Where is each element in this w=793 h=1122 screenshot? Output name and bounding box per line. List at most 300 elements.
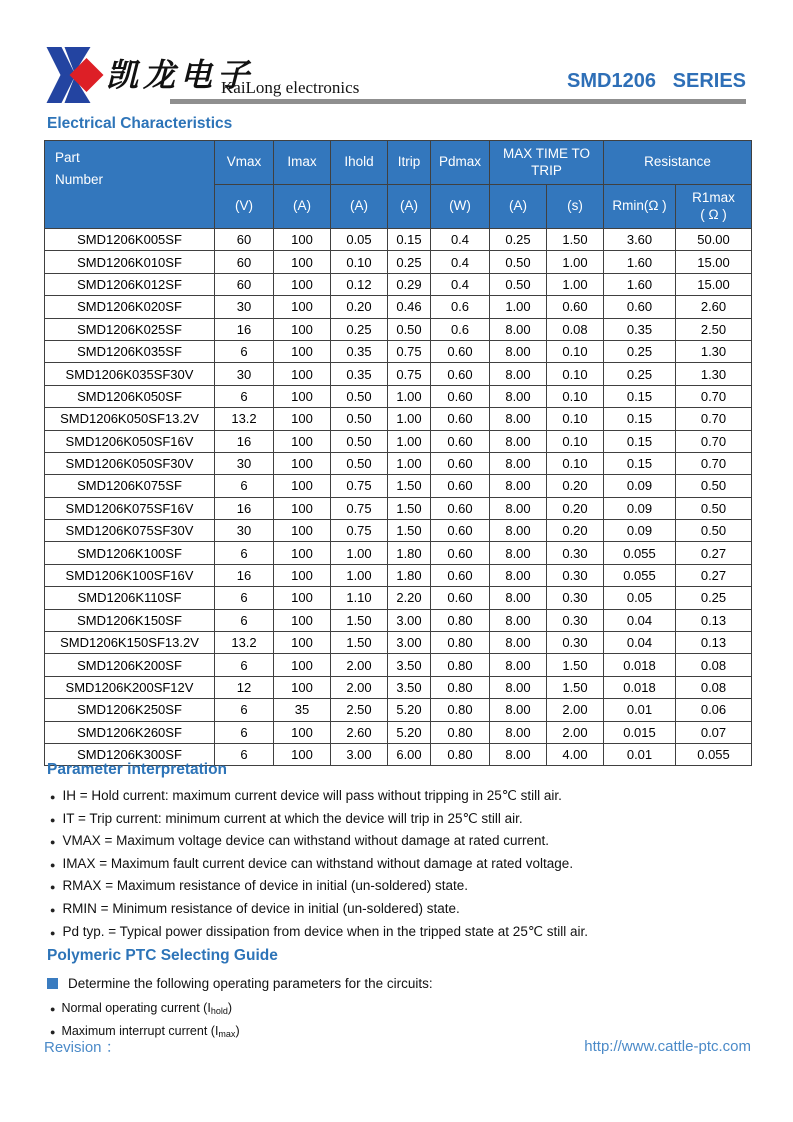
value-cell: 0.60 — [431, 452, 490, 474]
value-cell: 0.09 — [604, 497, 676, 519]
value-cell: 15.00 — [676, 251, 752, 273]
col-header-vmax: Vmax — [215, 141, 274, 185]
bullet-dot-icon: ● — [50, 882, 56, 893]
table-row — [45, 340, 752, 362]
value-cell: 100 — [274, 318, 331, 340]
value-cell: 0.25 — [604, 340, 676, 362]
value-cell: 0.50 — [490, 251, 547, 273]
max-time-line1: MAX TIME TO — [502, 145, 591, 161]
unit-trip-current: (A) — [490, 185, 547, 229]
value-cell: 0.10 — [547, 408, 604, 430]
value-cell: 2.60 — [331, 721, 388, 743]
value-cell: 1.50 — [331, 609, 388, 631]
value-cell: 0.15 — [604, 430, 676, 452]
value-cell: 100 — [274, 564, 331, 586]
part-number-cell: SMD1206K050SF — [45, 385, 215, 407]
value-cell: 0.30 — [547, 609, 604, 631]
bullet-dot-icon: ● — [50, 792, 56, 802]
value-cell: 8.00 — [490, 497, 547, 519]
value-cell: 0.15 — [388, 229, 431, 251]
table-row — [45, 452, 752, 474]
value-cell: 6 — [215, 340, 274, 362]
value-cell: 0.6 — [431, 318, 490, 340]
value-cell: 100 — [274, 475, 331, 497]
table-row — [45, 676, 752, 698]
value-cell: 0.15 — [604, 385, 676, 407]
unit-itrip: (A) — [388, 185, 431, 229]
value-cell: 0.25 — [388, 251, 431, 273]
parameter-bullet-text: Pd typ. = Typical power dissipation from device when in the tripped state at 25℃ still air. — [62, 923, 588, 939]
value-cell: 0.60 — [431, 542, 490, 564]
unit-imax: (A) — [274, 185, 331, 229]
determine-text: Determine the following operating parameters for the circuits: — [68, 976, 433, 991]
value-cell: 1.50 — [547, 229, 604, 251]
value-cell: 1.00 — [547, 251, 604, 273]
value-cell: 0.60 — [431, 497, 490, 519]
col-header-resistance: Resistance — [604, 141, 752, 185]
guide-bullet — [44, 1001, 754, 1024]
value-cell: 0.50 — [331, 430, 388, 452]
value-cell: 3.00 — [388, 632, 431, 654]
bullet-dot-icon: ● — [50, 814, 56, 825]
r1max-line1: R1max — [692, 189, 735, 205]
value-cell: 0.10 — [331, 251, 388, 273]
parameter-bullet — [44, 833, 754, 856]
value-cell: 8.00 — [490, 721, 547, 743]
part-number-cell: SMD1206K110SF — [45, 587, 215, 609]
value-cell: 0.60 — [431, 587, 490, 609]
value-cell: 100 — [274, 229, 331, 251]
value-cell: 100 — [274, 385, 331, 407]
col-header-part-line1: Part — [55, 150, 80, 165]
value-cell: 100 — [274, 587, 331, 609]
value-cell: 0.04 — [604, 609, 676, 631]
value-cell: 6 — [215, 699, 274, 721]
value-cell: 6 — [215, 385, 274, 407]
col-header-part-number — [45, 141, 215, 229]
parameter-bullet — [44, 901, 754, 924]
table-row — [45, 273, 752, 295]
part-number-cell: SMD1206K050SF30V — [45, 452, 215, 474]
parameter-bullet-text: IT = Trip current: minimum current at which the device will trip in 25℃ still air. — [62, 810, 523, 826]
part-number-cell: SMD1206K050SF13.2V — [45, 408, 215, 430]
value-cell: 100 — [274, 251, 331, 273]
value-cell: 2.60 — [676, 296, 752, 318]
value-cell: 2.00 — [331, 654, 388, 676]
part-number-cell: SMD1206K012SF — [45, 273, 215, 295]
parameter-bullet-text: RMIN = Minimum resistance of device in initial (un-soldered) state. — [62, 900, 460, 916]
value-cell: 0.46 — [388, 296, 431, 318]
value-cell: 0.30 — [547, 542, 604, 564]
table-row — [45, 699, 752, 721]
value-cell: 1.00 — [331, 564, 388, 586]
value-cell: 3.50 — [388, 654, 431, 676]
value-cell: 0.018 — [604, 676, 676, 698]
value-cell: 0.10 — [547, 430, 604, 452]
value-cell: 8.00 — [490, 654, 547, 676]
value-cell: 0.60 — [431, 385, 490, 407]
value-cell: 8.00 — [490, 699, 547, 721]
part-number-cell: SMD1206K050SF16V — [45, 430, 215, 452]
parameter-bullet — [44, 856, 754, 879]
kailong-logo-icon — [44, 46, 107, 104]
table-row — [45, 475, 752, 497]
part-number-cell: SMD1206K005SF — [45, 229, 215, 251]
value-cell: 6 — [215, 721, 274, 743]
value-cell: 1.00 — [388, 430, 431, 452]
value-cell: 1.00 — [547, 273, 604, 295]
value-cell: 0.09 — [604, 475, 676, 497]
value-cell: 0.80 — [431, 609, 490, 631]
value-cell: 1.00 — [331, 542, 388, 564]
parameter-bullet-text: RMAX = Maximum resistance of device in initial (un-soldered) state. — [62, 878, 468, 894]
value-cell: 100 — [274, 497, 331, 519]
value-cell: 8.00 — [490, 743, 547, 765]
value-cell: 16 — [215, 430, 274, 452]
value-cell: 0.60 — [431, 430, 490, 452]
part-number-cell: SMD1206K075SF — [45, 475, 215, 497]
value-cell: 0.12 — [331, 273, 388, 295]
value-cell: 0.30 — [547, 587, 604, 609]
value-cell: 5.20 — [388, 721, 431, 743]
table-row — [45, 632, 752, 654]
value-cell: 1.30 — [676, 340, 752, 362]
value-cell: 0.25 — [331, 318, 388, 340]
value-cell: 0.35 — [331, 340, 388, 362]
value-cell: 0.60 — [604, 296, 676, 318]
series-title: SMD1206 SERIES — [567, 70, 746, 92]
table-row — [45, 654, 752, 676]
value-cell: 2.20 — [388, 587, 431, 609]
bullet-dot-icon: ● — [50, 1004, 56, 1014]
guide-bullet-text: Normal operating current $(I_{hold})$ — [61, 1001, 232, 1016]
parameter-bullet-text: IH = Hold current: maximum current device will pass without tripping in 25℃ still air. — [62, 788, 562, 803]
value-cell: 100 — [274, 743, 331, 765]
value-cell: 0.29 — [388, 273, 431, 295]
bullet-dot-icon: ● — [50, 859, 56, 870]
value-cell: 8.00 — [490, 452, 547, 474]
selecting-guide-heading: Polymeric PTC Selecting Guide — [47, 947, 278, 964]
value-cell: 0.60 — [431, 564, 490, 586]
value-cell: 0.01 — [604, 699, 676, 721]
value-cell: 8.00 — [490, 430, 547, 452]
col-header-part-line2: Number — [55, 172, 104, 187]
table-row — [45, 229, 752, 251]
company-name-english: KaiLong electronics — [221, 78, 360, 97]
table-row — [45, 430, 752, 452]
value-cell: 100 — [274, 520, 331, 542]
value-cell: 0.05 — [331, 229, 388, 251]
value-cell: 16 — [215, 318, 274, 340]
value-cell: 4.00 — [547, 743, 604, 765]
value-cell: 0.80 — [431, 743, 490, 765]
parameter-interpretation-section — [44, 761, 754, 946]
table-row — [45, 542, 752, 564]
parameter-bullet-text: VMAX = Maximum voltage device can withstand without damage at rated current. — [62, 833, 550, 849]
unit-ihold: (A) — [331, 185, 388, 229]
company-name-chinese: 凯龙电子 — [106, 56, 255, 94]
table-header-row-1 — [45, 141, 752, 185]
table-row — [45, 318, 752, 340]
value-cell: 0.75 — [331, 475, 388, 497]
value-cell: 0.35 — [331, 363, 388, 385]
max-time-line2: TRIP — [531, 162, 562, 178]
value-cell: 8.00 — [490, 340, 547, 362]
value-cell: 0.30 — [547, 632, 604, 654]
value-cell: 1.50 — [331, 632, 388, 654]
value-cell: 0.75 — [331, 520, 388, 542]
electrical-characteristics-table-wrap — [44, 140, 751, 766]
value-cell: 0.055 — [604, 564, 676, 586]
value-cell: 1.50 — [388, 497, 431, 519]
col-header-pdmax: Pdmax — [431, 141, 490, 185]
value-cell: 6 — [215, 587, 274, 609]
value-cell: 0.018 — [604, 654, 676, 676]
value-cell: 6.00 — [388, 743, 431, 765]
value-cell: 0.60 — [431, 475, 490, 497]
part-number-cell: SMD1206K100SF — [45, 542, 215, 564]
value-cell: 8.00 — [490, 385, 547, 407]
part-number-cell: SMD1206K150SF13.2V — [45, 632, 215, 654]
value-cell: 50.00 — [676, 229, 752, 251]
value-cell: 100 — [274, 609, 331, 631]
value-cell: 15.00 — [676, 273, 752, 295]
value-cell: 3.00 — [331, 743, 388, 765]
value-cell: 1.50 — [547, 654, 604, 676]
value-cell: 16 — [215, 564, 274, 586]
value-cell: 6 — [215, 542, 274, 564]
value-cell: 0.09 — [604, 520, 676, 542]
parameter-bullet-text: IMAX = Maximum fault current device can withstand without damage at rated voltage. — [62, 855, 574, 871]
value-cell: 3.50 — [388, 676, 431, 698]
value-cell: 1.30 — [676, 363, 752, 385]
col-header-rmin: Rmin(Ω ) — [604, 185, 676, 229]
value-cell: 6 — [215, 654, 274, 676]
value-cell: 0.60 — [431, 520, 490, 542]
value-cell: 0.50 — [388, 318, 431, 340]
value-cell: 2.50 — [676, 318, 752, 340]
value-cell: 0.04 — [604, 632, 676, 654]
value-cell: 0.25 — [676, 587, 752, 609]
value-cell: 0.07 — [676, 721, 752, 743]
value-cell: 100 — [274, 273, 331, 295]
value-cell: 1.50 — [547, 676, 604, 698]
website-link[interactable]: http://www.cattle-ptc.com — [584, 1038, 751, 1055]
r1max-line2: ( Ω ) — [700, 206, 727, 222]
table-row — [45, 296, 752, 318]
value-cell: 0.60 — [547, 296, 604, 318]
value-cell: 13.2 — [215, 408, 274, 430]
parameter-bullet — [44, 878, 754, 901]
value-cell: 0.20 — [547, 497, 604, 519]
parameter-bullet — [44, 811, 754, 834]
value-cell: 100 — [274, 542, 331, 564]
part-number-cell: SMD1206K010SF — [45, 251, 215, 273]
value-cell: 8.00 — [490, 542, 547, 564]
table-row — [45, 251, 752, 273]
value-cell: 8.00 — [490, 363, 547, 385]
col-header-max-time-to-trip — [490, 141, 604, 185]
value-cell: 30 — [215, 520, 274, 542]
guide-bullet-text: Maximum interrupt current $(I_{max})$ — [61, 1023, 240, 1039]
value-cell: 0.27 — [676, 564, 752, 586]
value-cell: 8.00 — [490, 676, 547, 698]
table-row — [45, 497, 752, 519]
value-cell: 2.00 — [547, 699, 604, 721]
selecting-guide-section — [44, 947, 754, 1046]
part-number-cell: SMD1206K035SF — [45, 340, 215, 362]
determine-row — [47, 976, 754, 991]
unit-trip-seconds: (s) — [547, 185, 604, 229]
table-row — [45, 609, 752, 631]
value-cell: 100 — [274, 408, 331, 430]
value-cell: 8.00 — [490, 564, 547, 586]
parameter-bullet-list — [44, 788, 754, 946]
value-cell: 0.50 — [331, 408, 388, 430]
value-cell: 6 — [215, 475, 274, 497]
table-body — [45, 229, 752, 766]
value-cell: 0.08 — [676, 676, 752, 698]
value-cell: 1.00 — [388, 385, 431, 407]
part-number-cell: SMD1206K300SF — [45, 743, 215, 765]
value-cell: 0.50 — [676, 497, 752, 519]
value-cell: 0.70 — [676, 408, 752, 430]
value-cell: 3.60 — [604, 229, 676, 251]
part-number-cell: SMD1206K200SF12V — [45, 676, 215, 698]
value-cell: 0.10 — [547, 363, 604, 385]
value-cell: 0.27 — [676, 542, 752, 564]
value-cell: 0.60 — [431, 408, 490, 430]
value-cell: 0.055 — [676, 743, 752, 765]
col-header-itrip: Itrip — [388, 141, 431, 185]
value-cell: 0.80 — [431, 654, 490, 676]
parameter-bullet — [44, 924, 754, 947]
header-divider — [170, 99, 746, 104]
value-cell: 3.00 — [388, 609, 431, 631]
value-cell: 100 — [274, 452, 331, 474]
value-cell: 0.06 — [676, 699, 752, 721]
value-cell: 100 — [274, 632, 331, 654]
unit-vmax: (V) — [215, 185, 274, 229]
value-cell: 0.75 — [331, 497, 388, 519]
electrical-characteristics-heading: Electrical Characteristics — [47, 115, 233, 132]
value-cell: 8.00 — [490, 475, 547, 497]
value-cell: 8.00 — [490, 520, 547, 542]
unit-pdmax: (W) — [431, 185, 490, 229]
value-cell: 0.08 — [676, 654, 752, 676]
value-cell: 0.4 — [431, 229, 490, 251]
value-cell: 0.35 — [604, 318, 676, 340]
value-cell: 0.20 — [547, 475, 604, 497]
part-number-cell: SMD1206K200SF — [45, 654, 215, 676]
value-cell: 0.15 — [604, 452, 676, 474]
value-cell: 8.00 — [490, 408, 547, 430]
value-cell: 100 — [274, 296, 331, 318]
value-cell: 0.10 — [547, 340, 604, 362]
value-cell: 0.15 — [604, 408, 676, 430]
value-cell: 8.00 — [490, 318, 547, 340]
part-number-cell: SMD1206K075SF30V — [45, 520, 215, 542]
value-cell: 0.01 — [604, 743, 676, 765]
col-header-r1max — [676, 185, 752, 229]
table-row — [45, 363, 752, 385]
value-cell: 1.50 — [388, 520, 431, 542]
value-cell: 0.015 — [604, 721, 676, 743]
value-cell: 100 — [274, 340, 331, 362]
table-row — [45, 385, 752, 407]
col-header-ihold: Ihold — [331, 141, 388, 185]
value-cell: 60 — [215, 229, 274, 251]
value-cell: 0.60 — [431, 340, 490, 362]
value-cell: 0.25 — [490, 229, 547, 251]
value-cell: 0.055 — [604, 542, 676, 564]
table-row — [45, 520, 752, 542]
value-cell: 1.50 — [388, 475, 431, 497]
value-cell: 0.08 — [547, 318, 604, 340]
value-cell: 5.20 — [388, 699, 431, 721]
value-cell: 2.00 — [331, 676, 388, 698]
table-row — [45, 587, 752, 609]
value-cell: 0.13 — [676, 632, 752, 654]
value-cell: 1.10 — [331, 587, 388, 609]
square-bullet-icon — [47, 978, 58, 989]
value-cell: 0.30 — [547, 564, 604, 586]
part-number-cell: SMD1206K075SF16V — [45, 497, 215, 519]
part-number-cell: SMD1206K250SF — [45, 699, 215, 721]
col-header-imax: Imax — [274, 141, 331, 185]
table-row — [45, 721, 752, 743]
parameter-interpretation-heading: Parameter interpretation — [47, 761, 228, 778]
value-cell: 100 — [274, 363, 331, 385]
bullet-dot-icon: ● — [50, 927, 56, 938]
value-cell: 1.80 — [388, 542, 431, 564]
part-number-cell: SMD1206K100SF16V — [45, 564, 215, 586]
value-cell: 0.25 — [604, 363, 676, 385]
electrical-characteristics-table — [44, 140, 752, 766]
value-cell: 0.70 — [676, 430, 752, 452]
value-cell: 1.00 — [388, 452, 431, 474]
value-cell: 2.50 — [331, 699, 388, 721]
value-cell: 0.50 — [676, 475, 752, 497]
value-cell: 2.00 — [547, 721, 604, 743]
value-cell: 30 — [215, 363, 274, 385]
value-cell: 12 — [215, 676, 274, 698]
part-number-cell: SMD1206K025SF — [45, 318, 215, 340]
value-cell: 60 — [215, 273, 274, 295]
table-row — [45, 564, 752, 586]
page-footer — [44, 1036, 751, 1057]
value-cell: 0.80 — [431, 676, 490, 698]
value-cell: 0.75 — [388, 340, 431, 362]
value-cell: 0.60 — [431, 363, 490, 385]
value-cell: 0.20 — [547, 520, 604, 542]
value-cell: 30 — [215, 452, 274, 474]
value-cell: 30 — [215, 296, 274, 318]
value-cell: 0.70 — [676, 385, 752, 407]
part-number-cell: SMD1206K035SF30V — [45, 363, 215, 385]
value-cell: 100 — [274, 654, 331, 676]
value-cell: 13.2 — [215, 632, 274, 654]
table-row — [45, 408, 752, 430]
value-cell: 0.20 — [331, 296, 388, 318]
part-number-cell: SMD1206K020SF — [45, 296, 215, 318]
value-cell: 35 — [274, 699, 331, 721]
value-cell: 0.4 — [431, 251, 490, 273]
value-cell: 0.80 — [431, 699, 490, 721]
value-cell: 0.10 — [547, 385, 604, 407]
revision-label: Revision ： — [44, 1039, 121, 1056]
value-cell: 100 — [274, 721, 331, 743]
